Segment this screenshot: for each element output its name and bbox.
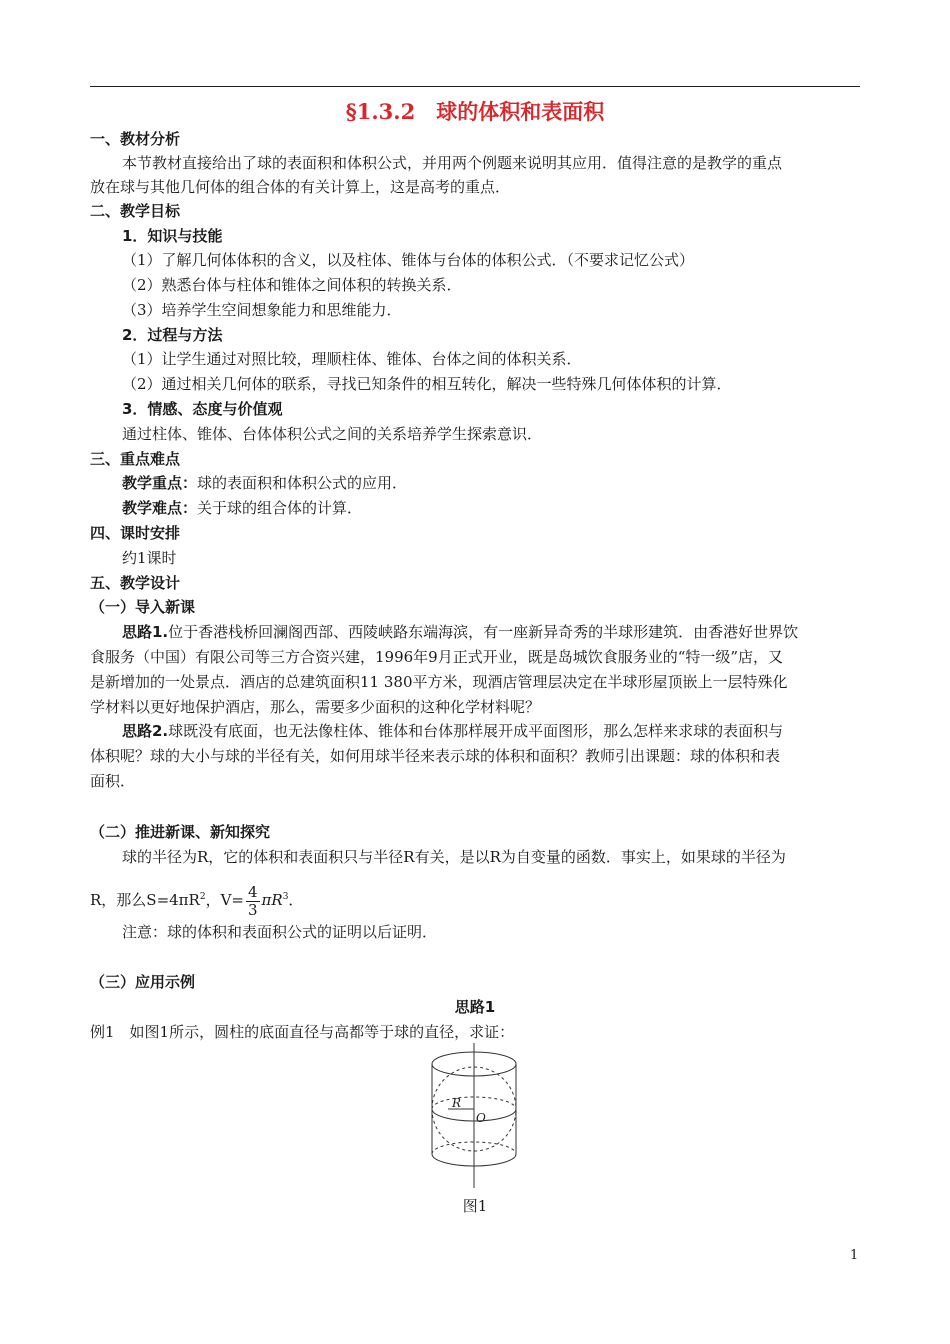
subheading-knowledge: 1．知识与技能 xyxy=(122,227,223,245)
paragraph-line: 学材料以更好地保护酒店，那么，需要多少面积的这种化学材料呢？ xyxy=(90,698,541,716)
formula-exponent: 3 xyxy=(282,892,289,902)
key-point-value: 球的表面积和体积公式的应用． xyxy=(197,474,408,492)
figure-caption: 图1 xyxy=(462,1197,488,1215)
heading-key-points: 三、重点难点 xyxy=(90,450,181,468)
subheading-examples: （三）应用示例 xyxy=(90,973,196,991)
difficulty-line xyxy=(122,498,362,518)
fraction-four-thirds xyxy=(246,884,260,919)
list-item: 通过柱体、锥体、台体体积公式之间的关系培养学生探索意识． xyxy=(122,425,543,443)
paragraph-line: 本节教材直接给出了球的表面积和体积公式，并用两个例题来说明其应用．值得注意的是教学的重点 xyxy=(122,154,783,172)
paragraph-line: 是新增加的一处景点．酒店的总建筑面积11 380平方米，现酒店管理层决定在半球形屋顶嵌上一层特殊化 xyxy=(90,673,788,691)
heading-schedule: 四、课时安排 xyxy=(90,524,181,542)
note-line: 注意：球的体积和表面积公式的证明以后证明． xyxy=(122,923,438,941)
paragraph-line: 球的半径为R，它的体积和表面积只与半径R有关，是以R为自变量的函数．事实上，如果球的半径为 xyxy=(122,848,786,866)
fraction-denominator: 3 xyxy=(247,900,258,919)
heading-material-analysis: 一、教材分析 xyxy=(90,130,181,148)
label-R: R xyxy=(452,1096,462,1110)
difficulty-value: 关于球的组合体的计算． xyxy=(197,499,363,517)
example-1-text: 例1 如图1所示，圆柱的底面直径与高都等于球的直径，求证： xyxy=(90,1023,515,1041)
idea-center-heading: 思路1 xyxy=(454,998,496,1016)
key-point-label: 教学重点： xyxy=(122,474,198,492)
idea1-label: 思路1. xyxy=(122,623,169,641)
idea2-text: 球既没有底面，也无法像柱体、锥体和台体那样展开成平面图形，那么怎样来求球的表面积与 xyxy=(168,722,784,740)
subheading-intro: （一）导入新课 xyxy=(90,598,196,616)
paragraph-line: 放在球与其他几何体的组合体的有关计算上，这是高考的重点． xyxy=(90,178,511,196)
list-item: （2）熟悉台体与柱体和锥体之间体积的转换关系． xyxy=(122,276,462,294)
list-item: （2）通过相关几何体的联系，寻找已知条件的相互转化，解决一些特殊几何体体积的计算． xyxy=(122,375,732,393)
paragraph-line: 体积呢？球的大小与球的半径有关，如何用球半径来表示球的体积和面积？教师引出课题：球的体积和表 xyxy=(90,747,781,765)
header-rule xyxy=(90,86,860,87)
fraction-numerator: 4 xyxy=(247,882,258,901)
formula-text: ． xyxy=(288,891,304,909)
idea2-line xyxy=(122,721,783,741)
formula-text: ，V= xyxy=(205,891,244,909)
idea1-text: 位于香港栈桥回澜阁西部、西陵峡路东端海滨，有一座新异奇秀的半球形建筑．由香港好世界饮 xyxy=(168,623,799,641)
page-title: §1.3.2 球的体积和表面积 xyxy=(345,99,605,124)
formula-line xyxy=(90,877,303,920)
difficulty-label: 教学难点： xyxy=(122,499,198,517)
subheading-process: 2．过程与方法 xyxy=(122,326,223,344)
paragraph-line: 食服务（中国）有限公司等三方合资兴建，1996年9月正式开业，既是岛城饮食服务业的“特一级”店，又 xyxy=(90,648,784,666)
heading-design: 五、教学设计 xyxy=(90,574,181,592)
label-O: O xyxy=(476,1111,486,1125)
formula-text: πR xyxy=(261,891,283,909)
paragraph-line: 面积． xyxy=(90,772,136,790)
formula-exponent: 2 xyxy=(199,892,206,902)
heading-teaching-goals: 二、教学目标 xyxy=(90,202,181,220)
subheading-attitude: 3．情感、态度与价值观 xyxy=(122,400,283,418)
subheading-new-knowledge: （二）推进新课、新知探究 xyxy=(90,823,271,841)
list-item: （3）培养学生空间想象能力和思维能力． xyxy=(122,301,402,319)
formula-text: R，那么S=4πR xyxy=(90,891,200,909)
key-point-line xyxy=(122,473,407,493)
list-item: （1）让学生通过对照比较，理顺柱体、锥体、台体之间的体积关系． xyxy=(122,350,582,368)
page-number: 1 xyxy=(850,1248,859,1263)
idea1-line xyxy=(122,622,798,642)
schedule-text: 约1课时 xyxy=(122,549,177,567)
figure-cylinder-sphere xyxy=(418,1043,538,1192)
list-item: （1）了解几何体体积的含义，以及柱体、锥体与台体的体积公式．（不要求记忆公式） xyxy=(122,251,695,269)
idea2-label: 思路2. xyxy=(122,722,169,740)
cylinder-sphere-diagram xyxy=(418,1043,538,1188)
